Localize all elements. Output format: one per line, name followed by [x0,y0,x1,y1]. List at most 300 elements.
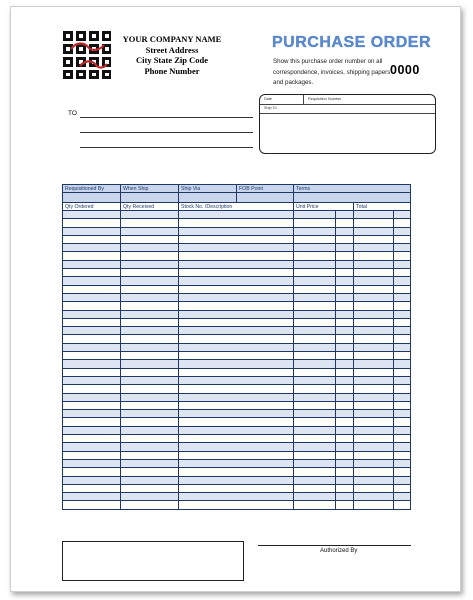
table-cell[interactable] [179,211,294,219]
table-cell[interactable] [336,426,354,434]
table-cell[interactable] [63,443,121,451]
table-cell[interactable] [179,360,294,368]
table-cell[interactable] [294,327,336,335]
table-cell[interactable] [294,310,336,318]
table-cell[interactable] [336,493,354,501]
table-cell[interactable] [179,219,294,227]
table-cell[interactable] [63,368,121,376]
table-cell[interactable] [354,435,394,443]
table-row[interactable] [63,385,411,393]
table-cell[interactable] [294,368,336,376]
table-cell[interactable] [354,418,394,426]
table-cell[interactable] [63,493,121,501]
table-cell[interactable] [63,277,121,285]
table-cell[interactable] [394,244,411,252]
table-cell[interactable] [354,493,394,501]
authorized-signature-line[interactable] [258,545,411,546]
table-cell[interactable] [179,260,294,268]
table-cell[interactable] [336,227,354,235]
table-cell[interactable] [179,468,294,476]
table-cell[interactable] [63,401,121,409]
table-cell[interactable] [336,451,354,459]
table-cell[interactable] [294,385,336,393]
table-cell[interactable] [394,293,411,301]
table-cell[interactable] [336,418,354,426]
table-cell[interactable] [63,252,121,260]
table-cell[interactable] [294,277,336,285]
table-cell[interactable] [354,385,394,393]
table-cell[interactable] [336,335,354,343]
table-row[interactable] [63,451,411,459]
table-row[interactable] [63,393,411,401]
table-cell[interactable] [336,435,354,443]
table-row[interactable] [63,335,411,343]
table-cell[interactable] [63,501,121,509]
table-row[interactable] [63,310,411,318]
table-cell[interactable] [63,285,121,293]
table-cell[interactable] [354,293,394,301]
table-cell[interactable] [336,443,354,451]
po-number[interactable]: 0000 [390,63,420,77]
table-row[interactable] [63,244,411,252]
table-cell[interactable] [63,293,121,301]
table-cell[interactable] [354,410,394,418]
table-row[interactable] [63,493,411,501]
table-cell[interactable] [294,343,336,351]
table-cell[interactable] [336,343,354,351]
table-cell[interactable] [121,252,179,260]
table-cell[interactable] [179,435,294,443]
table-cell[interactable] [294,459,336,467]
table-row[interactable] [63,343,411,351]
table-cell[interactable] [336,310,354,318]
table-cell[interactable] [354,451,394,459]
table-cell[interactable] [121,385,179,393]
table-cell[interactable] [394,435,411,443]
table-cell[interactable] [354,335,394,343]
table-cell[interactable] [63,335,121,343]
table-cell[interactable] [121,352,179,360]
table-cell[interactable] [394,401,411,409]
table-row[interactable] [63,293,411,301]
table-cell[interactable] [179,401,294,409]
table-cell[interactable] [354,211,394,219]
table-cell[interactable] [354,476,394,484]
table-cell[interactable] [121,318,179,326]
table-cell[interactable] [354,343,394,351]
table-row[interactable] [63,443,411,451]
table-cell[interactable] [63,435,121,443]
to-line-3[interactable] [80,147,253,148]
table-cell[interactable] [179,235,294,243]
table-cell[interactable] [354,327,394,335]
table-cell[interactable] [336,219,354,227]
table-cell[interactable] [354,318,394,326]
table-cell[interactable] [294,235,336,243]
table-cell[interactable] [394,343,411,351]
table-cell[interactable] [63,219,121,227]
table-cell[interactable] [394,285,411,293]
table-cell[interactable] [121,393,179,401]
table-cell[interactable] [294,302,336,310]
table-cell[interactable] [179,277,294,285]
table-cell[interactable] [179,484,294,492]
table-cell[interactable] [354,252,394,260]
table-cell[interactable] [63,476,121,484]
table-cell[interactable] [394,227,411,235]
table-cell[interactable] [336,293,354,301]
table-cell[interactable] [179,385,294,393]
notes-box[interactable] [62,541,244,581]
table-row[interactable] [63,252,411,260]
table-cell[interactable] [121,401,179,409]
table-cell[interactable] [394,302,411,310]
table-cell[interactable] [354,219,394,227]
table-cell[interactable] [354,501,394,509]
table-cell[interactable] [294,484,336,492]
table-cell[interactable] [354,244,394,252]
table-cell[interactable] [63,385,121,393]
table-cell[interactable] [179,244,294,252]
table-cell[interactable] [179,318,294,326]
table-cell[interactable] [121,435,179,443]
table-cell[interactable] [294,501,336,509]
table-cell[interactable] [394,318,411,326]
table-cell[interactable] [121,426,179,434]
table-cell[interactable] [121,310,179,318]
table-cell[interactable] [394,418,411,426]
table-cell[interactable] [354,302,394,310]
table-cell[interactable] [121,360,179,368]
to-line-2[interactable] [80,132,253,133]
table-row[interactable] [63,410,411,418]
table-cell[interactable] [394,219,411,227]
table-cell[interactable] [294,493,336,501]
table-row[interactable] [63,352,411,360]
table-cell[interactable] [121,285,179,293]
table-cell[interactable] [63,302,121,310]
table-cell[interactable] [294,443,336,451]
table-cell[interactable] [336,385,354,393]
table-cell[interactable] [394,393,411,401]
table-cell[interactable] [336,484,354,492]
table-cell[interactable] [336,410,354,418]
table-cell[interactable] [121,302,179,310]
table-cell[interactable] [354,401,394,409]
cell[interactable] [63,193,121,203]
table-cell[interactable] [294,260,336,268]
table-row[interactable] [63,418,411,426]
table-cell[interactable] [354,376,394,384]
table-cell[interactable] [63,227,121,235]
table-row[interactable] [63,360,411,368]
table-cell[interactable] [294,418,336,426]
table-cell[interactable] [336,501,354,509]
table-cell[interactable] [294,227,336,235]
table-row[interactable] [63,227,411,235]
table-cell[interactable] [294,401,336,409]
table-cell[interactable] [179,285,294,293]
table-cell[interactable] [179,451,294,459]
table-cell[interactable] [394,459,411,467]
table-cell[interactable] [294,410,336,418]
table-cell[interactable] [63,376,121,384]
table-cell[interactable] [294,285,336,293]
table-cell[interactable] [336,302,354,310]
table-cell[interactable] [121,443,179,451]
table-cell[interactable] [121,260,179,268]
table-cell[interactable] [394,426,411,434]
cell[interactable] [179,193,237,203]
table-cell[interactable] [121,368,179,376]
table-cell[interactable] [394,468,411,476]
table-cell[interactable] [354,227,394,235]
table-cell[interactable] [354,368,394,376]
table-cell[interactable] [336,468,354,476]
table-row[interactable] [63,435,411,443]
table-cell[interactable] [394,476,411,484]
table-row[interactable] [63,476,411,484]
table-row[interactable] [63,269,411,277]
table-cell[interactable] [394,443,411,451]
table-cell[interactable] [394,235,411,243]
table-cell[interactable] [121,327,179,335]
table-cell[interactable] [354,352,394,360]
table-cell[interactable] [294,476,336,484]
table-cell[interactable] [394,493,411,501]
table-row[interactable] [63,376,411,384]
table-cell[interactable] [294,244,336,252]
table-cell[interactable] [336,327,354,335]
table-cell[interactable] [179,227,294,235]
table-cell[interactable] [336,285,354,293]
table-cell[interactable] [336,476,354,484]
table-cell[interactable] [336,376,354,384]
table-cell[interactable] [179,327,294,335]
table-cell[interactable] [179,352,294,360]
table-cell[interactable] [354,393,394,401]
table-cell[interactable] [121,244,179,252]
table-cell[interactable] [394,484,411,492]
table-cell[interactable] [179,310,294,318]
table-cell[interactable] [336,244,354,252]
table-row[interactable] [63,302,411,310]
table-cell[interactable] [294,252,336,260]
table-cell[interactable] [394,410,411,418]
table-cell[interactable] [394,451,411,459]
table-cell[interactable] [394,360,411,368]
table-cell[interactable] [354,260,394,268]
table-cell[interactable] [394,260,411,268]
table-cell[interactable] [354,310,394,318]
table-cell[interactable] [294,451,336,459]
table-row[interactable] [63,468,411,476]
table-cell[interactable] [179,302,294,310]
table-cell[interactable] [336,235,354,243]
table-cell[interactable] [394,269,411,277]
table-cell[interactable] [179,501,294,509]
table-cell[interactable] [336,211,354,219]
table-cell[interactable] [394,327,411,335]
table-cell[interactable] [394,310,411,318]
table-row[interactable] [63,484,411,492]
table-row[interactable] [63,277,411,285]
table-cell[interactable] [179,476,294,484]
table-row[interactable] [63,401,411,409]
table-cell[interactable] [179,343,294,351]
table-cell[interactable] [179,426,294,434]
table-cell[interactable] [121,343,179,351]
table-row[interactable] [63,368,411,376]
table-cell[interactable] [63,269,121,277]
table-cell[interactable] [336,252,354,260]
table-cell[interactable] [121,235,179,243]
table-cell[interactable] [354,468,394,476]
table-row[interactable] [63,260,411,268]
table-cell[interactable] [63,352,121,360]
table-cell[interactable] [294,352,336,360]
table-cell[interactable] [394,352,411,360]
table-cell[interactable] [394,368,411,376]
table-cell[interactable] [179,376,294,384]
table-cell[interactable] [179,269,294,277]
table-cell[interactable] [63,235,121,243]
table-cell[interactable] [121,451,179,459]
table-cell[interactable] [121,211,179,219]
table-cell[interactable] [121,501,179,509]
table-cell[interactable] [336,401,354,409]
table-cell[interactable] [394,385,411,393]
cell[interactable] [237,193,294,203]
to-line-1[interactable] [80,117,253,118]
table-cell[interactable] [121,459,179,467]
table-cell[interactable] [294,293,336,301]
table-cell[interactable] [63,393,121,401]
table-cell[interactable] [63,343,121,351]
table-cell[interactable] [179,252,294,260]
table-cell[interactable] [63,318,121,326]
table-cell[interactable] [354,426,394,434]
table-cell[interactable] [336,393,354,401]
table-cell[interactable] [63,244,121,252]
table-cell[interactable] [63,484,121,492]
table-row[interactable] [63,285,411,293]
table-cell[interactable] [336,459,354,467]
table-cell[interactable] [121,277,179,285]
table-cell[interactable] [179,393,294,401]
table-cell[interactable] [336,269,354,277]
table-cell[interactable] [179,335,294,343]
table-cell[interactable] [294,468,336,476]
cell[interactable] [121,193,179,203]
table-cell[interactable] [336,260,354,268]
table-cell[interactable] [63,459,121,467]
table-cell[interactable] [394,376,411,384]
table-row[interactable] [63,211,411,219]
table-row[interactable] [63,459,411,467]
table-cell[interactable] [354,459,394,467]
table-cell[interactable] [294,435,336,443]
table-row[interactable] [63,219,411,227]
table-cell[interactable] [354,443,394,451]
table-cell[interactable] [179,410,294,418]
table-cell[interactable] [121,418,179,426]
table-cell[interactable] [121,269,179,277]
table-cell[interactable] [394,252,411,260]
table-row[interactable] [63,501,411,509]
table-cell[interactable] [294,318,336,326]
table-cell[interactable] [394,211,411,219]
order-info-entry-row[interactable] [63,193,411,203]
table-cell[interactable] [179,493,294,501]
table-cell[interactable] [294,426,336,434]
table-cell[interactable] [63,360,121,368]
table-cell[interactable] [394,501,411,509]
table-cell[interactable] [354,277,394,285]
table-cell[interactable] [121,376,179,384]
table-cell[interactable] [121,335,179,343]
table-cell[interactable] [179,443,294,451]
table-cell[interactable] [354,484,394,492]
table-cell[interactable] [294,219,336,227]
table-cell[interactable] [63,418,121,426]
table-row[interactable] [63,318,411,326]
cell[interactable] [294,193,411,203]
table-cell[interactable] [121,468,179,476]
table-cell[interactable] [121,493,179,501]
table-cell[interactable] [63,260,121,268]
table-cell[interactable] [121,484,179,492]
table-cell[interactable] [336,352,354,360]
table-cell[interactable] [179,459,294,467]
table-cell[interactable] [294,335,336,343]
table-cell[interactable] [63,310,121,318]
table-cell[interactable] [294,269,336,277]
table-row[interactable] [63,426,411,434]
table-cell[interactable] [121,293,179,301]
table-cell[interactable] [121,227,179,235]
table-cell[interactable] [121,410,179,418]
table-cell[interactable] [179,368,294,376]
table-cell[interactable] [179,418,294,426]
table-cell[interactable] [354,235,394,243]
table-cell[interactable] [121,476,179,484]
table-cell[interactable] [63,410,121,418]
table-cell[interactable] [294,211,336,219]
table-cell[interactable] [294,360,336,368]
table-cell[interactable] [336,368,354,376]
table-cell[interactable] [121,219,179,227]
table-row[interactable] [63,235,411,243]
table-cell[interactable] [394,335,411,343]
table-row[interactable] [63,327,411,335]
table-cell[interactable] [354,360,394,368]
table-cell[interactable] [354,269,394,277]
table-cell[interactable] [336,318,354,326]
table-cell[interactable] [63,327,121,335]
table-cell[interactable] [63,211,121,219]
table-cell[interactable] [336,277,354,285]
ship-to-field[interactable] [262,115,433,151]
table-cell[interactable] [63,468,121,476]
table-cell[interactable] [179,293,294,301]
table-cell[interactable] [336,360,354,368]
table-cell[interactable] [354,285,394,293]
table-cell[interactable] [294,376,336,384]
table-cell[interactable] [394,277,411,285]
table-cell[interactable] [294,393,336,401]
table-cell[interactable] [63,426,121,434]
